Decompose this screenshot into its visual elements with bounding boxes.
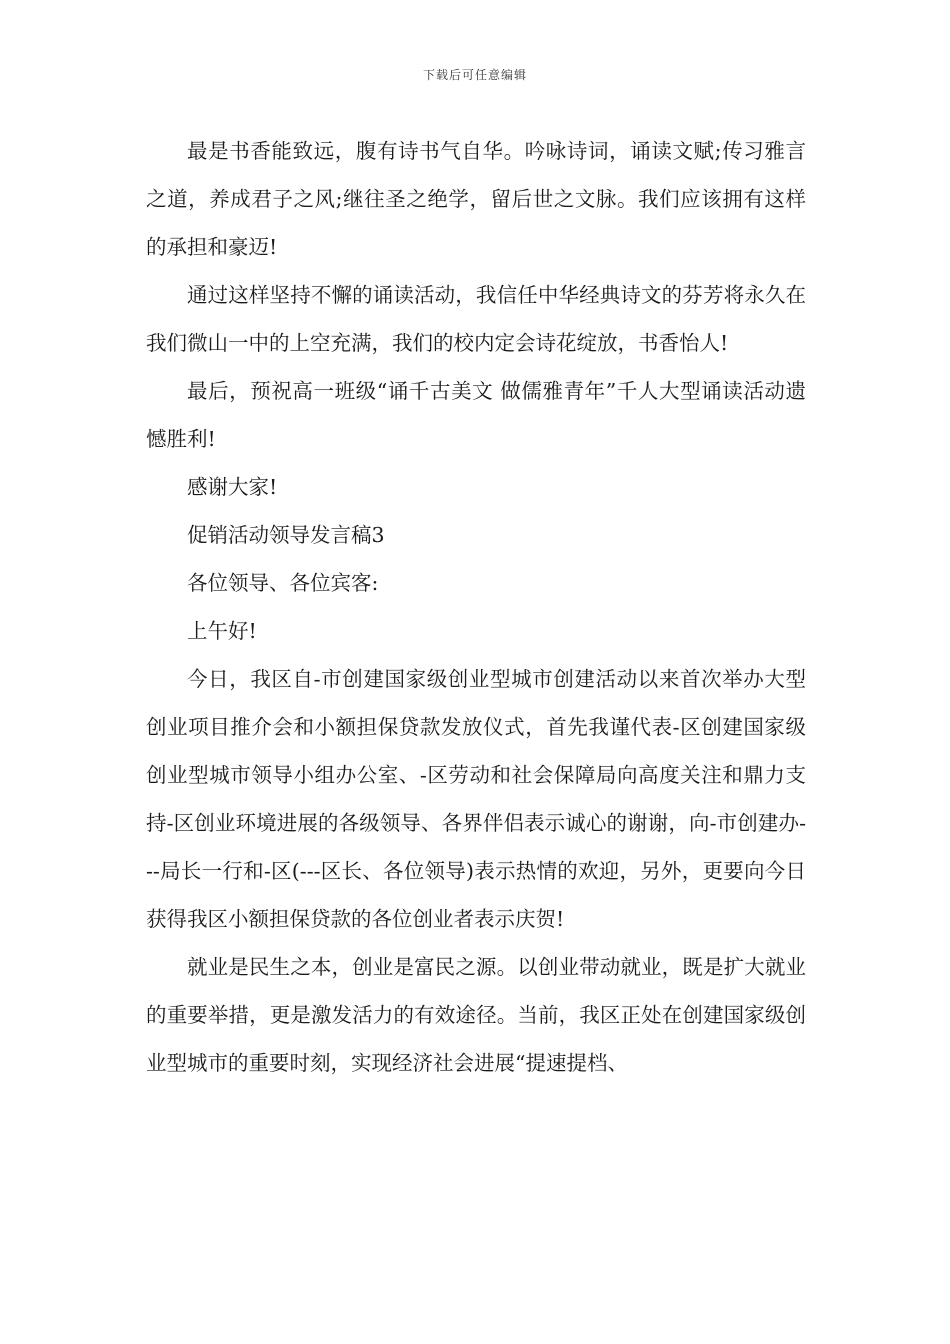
paragraph-3: 最后，预祝高一班级“诵千古美文 做儒雅青年”千人大型诵读活动遗憾胜利!: [146, 379, 806, 451]
paragraph-thanks: 感谢大家!: [187, 475, 278, 499]
paragraph-5: 就业是民生之本，创业是富民之源。以创业带动就业，既是扩大就业的重要举措，更是激发活力的有效途径。当前，我区正处在创建国家级创业型城市的重要时刻，实现经济社会进展“提速提档、: [146, 955, 806, 1075]
paragraph-4: 今日，我区自-市创建国家级创业型城市创建活动以来首次举办大型创业项目推介会和小额担保贷款发放仪式，首先我谨代表-区创建国家级创业型城市领导小组办公室、-区劳动和社会保障局向高度关注和鼎力支持-区创业环境进展的各级领导、各界伴侣表示诚心的谢谢，向-市创建办---局长一行和-区(---区长、各位领导)表示热情的欢迎，另外，更要向今日获得我区小额担保贷款的各位创业者表示庆贺!: [146, 667, 806, 931]
page-header-note: 下载后可任意编辑: [422, 68, 527, 82]
section-title: 促销活动领导发言稿3: [187, 523, 385, 547]
paragraph-2: 通过这样坚持不懈的诵读活动，我信任中华经典诗文的芬芳将永久在我们微山一中的上空充满，我们的校内定会诗花绽放，书香怡人!: [146, 283, 806, 355]
document-body: [146, 127, 806, 1087]
paragraph-1: 最是书香能致远，腹有诗书气自华。吟咏诗词，诵读文赋;传习雅言之道，养成君子之风;继往圣之绝学，留后世之文脉。我们应该拥有这样的承担和豪迈!: [146, 139, 806, 259]
greeting: 上午好!: [187, 619, 257, 643]
salutation: 各位领导、各位宾客:: [187, 571, 379, 595]
